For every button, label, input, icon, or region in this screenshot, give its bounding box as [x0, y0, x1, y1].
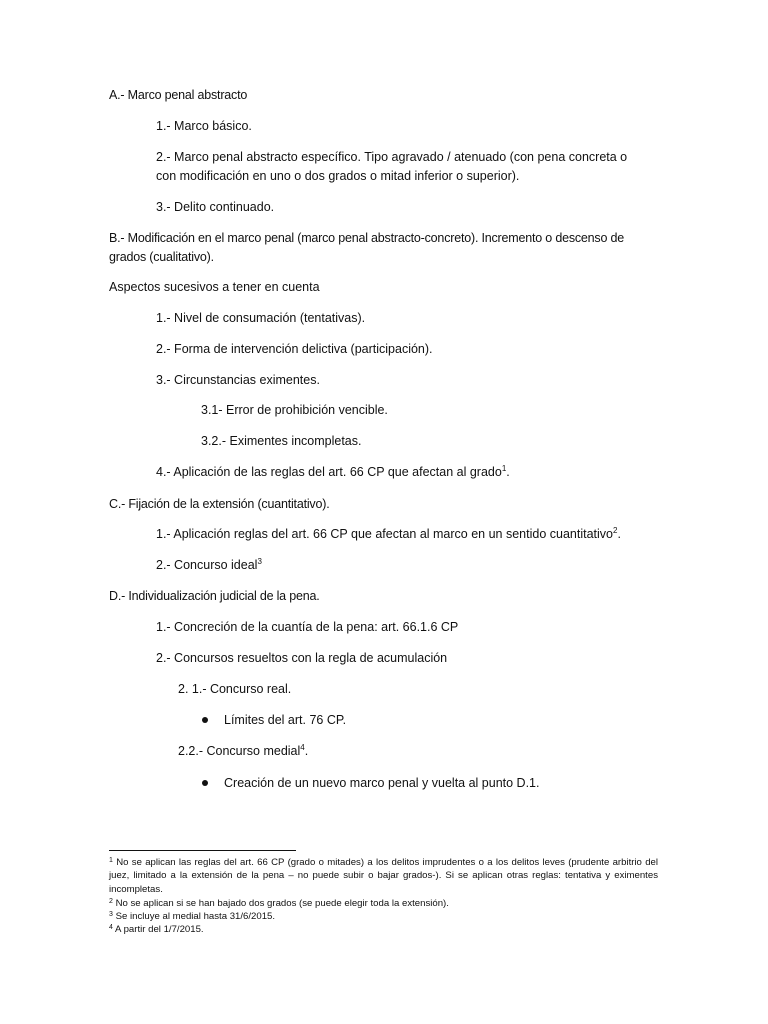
list-subitem: [178, 741, 308, 761]
footnote: [109, 897, 658, 910]
footnote-text: Se incluye al medial hasta 31/6/2015.: [115, 911, 276, 922]
list-item-text: 4.- Aplicación de las reglas del art. 66 CP que afectan al grado: [156, 465, 502, 479]
footnote-number: 2: [109, 898, 113, 905]
list-item-text: 1.- Aplicación reglas del art. 66 CP que afectan al marco en un sentido cuantitativo: [156, 527, 613, 541]
list-item: 3.- Circunstancias eximentes.: [156, 373, 320, 387]
bullet-icon: [202, 780, 208, 786]
list-item-continuation: con modificación en uno o dos grados o mitad inferior o superior).: [156, 169, 520, 183]
list-item: 2.- Concursos resueltos con la regla de acumulación: [156, 651, 448, 665]
list-item: 2.- Marco penal abstracto específico. Tipo agravado / atenuado (con pena concreta o: [156, 150, 628, 164]
section-b-intro: Aspectos sucesivos a tener en cuenta: [109, 280, 320, 294]
list-item: 1.- Nivel de consumación (tentativas).: [156, 311, 366, 325]
punctuation: .: [304, 744, 309, 758]
footnote-separator: [109, 850, 296, 851]
footnote-ref[interactable]: 3: [257, 557, 262, 566]
list-item: 1.- Concreción de la cuantía de la pena: art. 66.1.6 CP: [156, 620, 459, 634]
bullet-icon: [202, 717, 208, 723]
bullet-item: Límites del art. 76 CP.: [224, 713, 347, 727]
section-a-heading: A.- Marco penal abstracto: [109, 88, 248, 102]
footnote-text: A partir del 1/7/2015.: [115, 924, 204, 935]
footnote-number: 4: [109, 924, 113, 931]
list-item: [156, 524, 621, 544]
footnote-number: 3: [109, 911, 113, 918]
footnote-text: No se aplican si se han bajado dos grados (se puede elegir toda la extensión).: [115, 898, 449, 909]
list-item: 1.- Marco básico.: [156, 119, 252, 133]
list-item: 3.- Delito continuado.: [156, 200, 275, 214]
footnote: [109, 923, 658, 936]
list-item-text: 2.2.- Concurso medial: [178, 744, 301, 758]
section-c-heading: C.- Fijación de la extensión (cuantitativo).: [109, 497, 330, 511]
list-item: [156, 462, 510, 482]
footnote-text: No se aplican las reglas del art. 66 CP (grado o mitades) a los delitos imprudentes o a los delitos leves (prudente arbitrio del juez, limitado a la extensión de la pena – no puede subir o bajar grados-). Si se aplican otras reglas: tentativa y eximentes incompletas.: [109, 857, 658, 895]
footnote: [109, 910, 658, 923]
list-item: [156, 555, 262, 575]
list-subitem: 3.1- Error de prohibición vencible.: [201, 403, 388, 417]
list-item: 2.- Forma de intervención delictiva (participación).: [156, 342, 433, 356]
list-item-text: 2.- Concurso ideal: [156, 558, 258, 572]
footnote-ref[interactable]: 4: [300, 743, 305, 752]
list-subitem: 2. 1.- Concurso real.: [178, 682, 292, 696]
section-b-heading-continuation: grados (cualitativo).: [109, 250, 214, 264]
footnote-number: 1: [109, 857, 113, 864]
bullet-item: Creación de un nuevo marco penal y vuelta al punto D.1.: [224, 776, 540, 790]
section-d-heading: D.- Individualización judicial de la pena.: [109, 589, 320, 603]
footnote: [109, 856, 658, 896]
list-subitem: 3.2.- Eximentes incompletas.: [201, 434, 362, 448]
punctuation: .: [617, 527, 621, 541]
footnote-ref[interactable]: 2: [613, 526, 618, 535]
footnote-ref[interactable]: 1: [501, 464, 507, 473]
section-b-heading: B.- Modificación en el marco penal (marco penal abstracto-concreto). Incremento o descenso de: [109, 231, 625, 245]
punctuation: .: [506, 465, 510, 479]
